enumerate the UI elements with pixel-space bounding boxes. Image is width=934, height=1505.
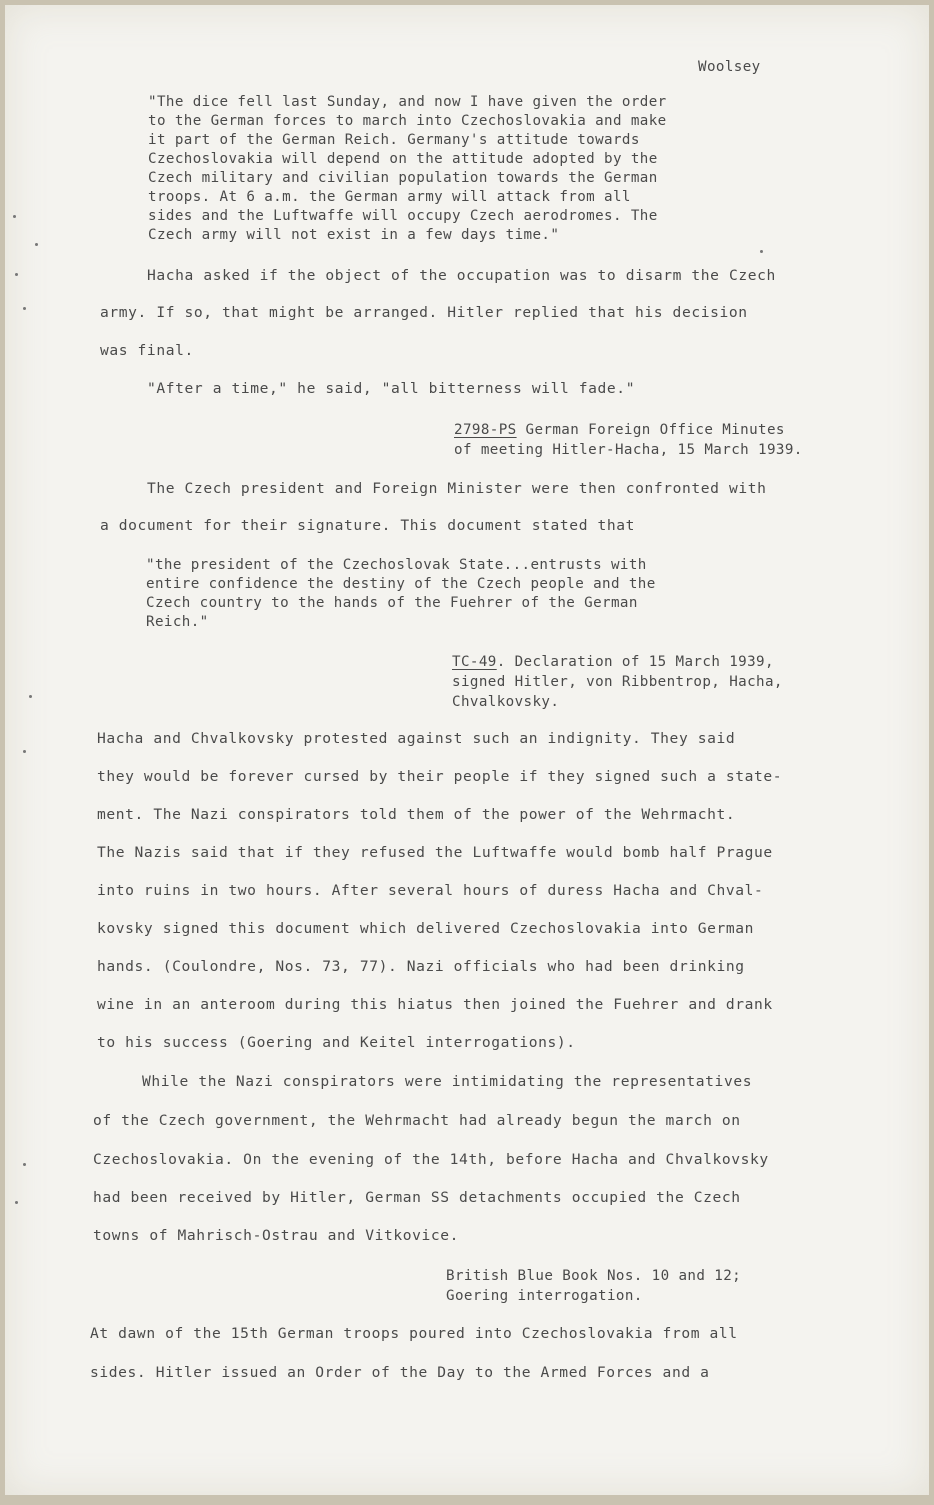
quote-line: Czech military and civilian population towards the German (148, 170, 658, 186)
margin-mark (35, 243, 38, 246)
body-line: had been received by Hitler, German SS detachments occupied the Czech (93, 1189, 741, 1206)
author-header: Woolsey (698, 59, 761, 75)
body-line: The Nazis said that if they refused the Luftwaffe would bomb half Prague (97, 844, 773, 861)
body-line: sides. Hitler issued an Order of the Day to the Armed Forces and a (90, 1364, 710, 1381)
body-line: "After a time," he said, "all bitterness will fade." (147, 380, 636, 397)
body-line: hands. (Coulondre, Nos. 73, 77). Nazi officials who had been drinking (97, 958, 745, 975)
margin-mark (760, 250, 763, 253)
quote-line: troops. At 6 a.m. the German army will attack from all (148, 189, 631, 205)
body-line: kovsky signed this document which delivered Czechoslovakia into German (97, 920, 755, 937)
quote-line: to the German forces to march into Czechoslovakia and make (148, 113, 667, 129)
body-line: While the Nazi conspirators were intimidating the representatives (142, 1073, 753, 1090)
body-line: to his success (Goering and Keitel interrogations). (97, 1034, 576, 1051)
margin-mark (13, 215, 16, 218)
quote-line: Czech country to the hands of the Fuehrer of the German (146, 595, 638, 611)
body-line: wine in an anteroom during this hiatus then joined the Fuehrer and drank (97, 996, 773, 1013)
citation-line: signed Hitler, von Ribbentrop, Hacha, (452, 674, 783, 690)
body-line: Hacha and Chvalkovsky protested against such an indignity. They said (97, 730, 736, 747)
citation-line: 2798-PS German Foreign Office Minutes (454, 422, 785, 438)
margin-mark (23, 750, 26, 753)
margin-mark (23, 307, 26, 310)
citation-ref: TC-49 (452, 654, 497, 670)
margin-mark (29, 695, 32, 698)
quote-line: Czechoslovakia will depend on the attitude adopted by the (148, 151, 658, 167)
margin-mark (23, 1163, 26, 1166)
citation-line: TC-49. Declaration of 15 March 1939, (452, 654, 774, 670)
body-line: ment. The Nazi conspirators told them of the power of the Wehrmacht. (97, 806, 736, 823)
quote-line: Reich." (146, 614, 209, 630)
body-line: was final. (100, 342, 194, 359)
citation-ref: 2798-PS (454, 422, 517, 438)
margin-mark (15, 273, 18, 276)
citation-line: of meeting Hitler-Hacha, 15 March 1939. (454, 442, 803, 458)
body-line: of the Czech government, the Wehrmacht had already begun the march on (93, 1112, 741, 1129)
citation-line: British Blue Book Nos. 10 and 12; (446, 1268, 742, 1284)
quote-line: "the president of the Czechoslovak State...entrusts with (146, 557, 647, 573)
body-line: they would be forever cursed by their people if they signed such a state- (97, 768, 783, 785)
citation-line: Chvalkovsky. (452, 694, 560, 710)
body-line: army. If so, that might be arranged. Hitler replied that his decision (100, 304, 748, 321)
citation-line: Goering interrogation. (446, 1288, 643, 1304)
body-line: towns of Mahrisch-Ostrau and Vitkovice. (93, 1227, 460, 1244)
quote-line: sides and the Luftwaffe will occupy Czech aerodromes. The (148, 208, 658, 224)
document-page (5, 5, 929, 1495)
body-line: into ruins in two hours. After several hours of duress Hacha and Chval- (97, 882, 764, 899)
quote-line: entire confidence the destiny of the Czech people and the (146, 576, 656, 592)
body-line: Hacha asked if the object of the occupation was to disarm the Czech (147, 267, 776, 284)
margin-mark (15, 1201, 18, 1204)
quote-line: "The dice fell last Sunday, and now I have given the order (148, 94, 667, 110)
body-line: At dawn of the 15th German troops poured into Czechoslovakia from all (90, 1325, 738, 1342)
body-line: The Czech president and Foreign Minister were then confronted with (147, 480, 767, 497)
body-line: Czechoslovakia. On the evening of the 14th, before Hacha and Chvalkovsky (93, 1151, 769, 1168)
quote-line: it part of the German Reich. Germany's attitude towards (148, 132, 640, 148)
body-line: a document for their signature. This document stated that (100, 517, 636, 534)
quote-line: Czech army will not exist in a few days time." (148, 227, 560, 243)
